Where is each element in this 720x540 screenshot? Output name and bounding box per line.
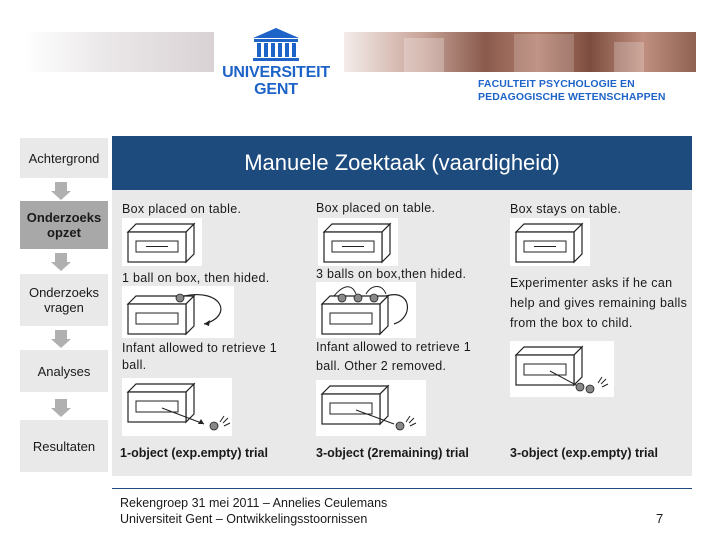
box-figure (318, 218, 398, 266)
faculty-line2: PEDAGOGISCHE WETENSCHAPPEN (478, 91, 666, 103)
faculty-line1: FACULTEIT PSYCHOLOGIE EN (478, 78, 635, 90)
nav-arrow-down-icon (51, 330, 71, 348)
nav-item-onderzoeks-vragen[interactable] (20, 274, 108, 326)
col3-step2-text: Experimenter asks if he can help and gives remaining balls from the box to child. (510, 276, 688, 330)
logo-text-line2: GENT (254, 81, 298, 98)
col3-trial-label: 3-object (exp.empty) trial (510, 446, 658, 460)
footer-line1: Rekengroep 31 mei 2011 – Annelies Ceulemans (120, 496, 388, 510)
box-figure (122, 218, 202, 266)
nav-item-resultaten[interactable] (20, 420, 108, 472)
col1-step2-text: 1 ball on box, then hided. (122, 271, 270, 285)
university-building-icon (249, 26, 303, 64)
nav-item-label: Achtergrond (28, 150, 100, 166)
nav-item-label: Resultaten (32, 438, 96, 454)
page-number: 7 (656, 511, 664, 526)
col1-step3-text: Infant allowed to retrieve 1 ball. (122, 341, 278, 372)
nav-item-analyses[interactable] (20, 350, 108, 392)
nav-arrow-down-icon (51, 253, 71, 271)
faculty-name (478, 78, 688, 104)
col3-step1-text: Box stays on table. (510, 202, 622, 216)
nav-arrow-down-icon (51, 399, 71, 417)
nav-item-onderzoeks-opzet[interactable] (20, 201, 108, 249)
col2-step1-text: Box placed on table. (316, 201, 436, 215)
nav-arrow-down-icon (51, 182, 71, 200)
col2-step2-text: 3 balls on box,then hided. (316, 267, 467, 281)
nav-item-label: Onderzoeks vragen (28, 285, 100, 315)
banner-photo-left (24, 32, 214, 72)
col2-trial-label: 3-object (2remaining) trial (316, 446, 469, 460)
box-figure (510, 218, 590, 266)
col1-step1-text: Box placed on table. (122, 202, 242, 216)
nav-item-label: Onderzoeks opzet (26, 210, 102, 240)
nav-item-achtergrond[interactable] (20, 138, 108, 178)
logo-text-line1: UNIVERSITEIT (222, 64, 330, 81)
box-retrieve-figure (316, 380, 426, 436)
nav-item-label: Analyses (37, 363, 91, 379)
slide-title: Manuele Zoektaak (vaardigheid) (112, 136, 692, 190)
box-give-balls-figure (510, 341, 614, 397)
header-banner (24, 32, 696, 72)
footer-divider (112, 488, 692, 489)
box-hide-ball-figure (122, 286, 234, 338)
content-panel (112, 136, 692, 476)
box-retrieve-figure (122, 378, 232, 436)
box-hide-three-balls-figure (316, 282, 416, 338)
footer-line2: Universiteit Gent – Ontwikkelingsstoornissen (120, 512, 368, 526)
university-logo (222, 20, 330, 106)
banner-photo-right (344, 32, 696, 72)
col1-trial-label: 1-object (exp.empty) trial (120, 446, 268, 460)
col2-step3-text: Infant allowed to retrieve 1 ball. Other 2 removed. (316, 340, 472, 373)
footer-text (120, 495, 387, 527)
